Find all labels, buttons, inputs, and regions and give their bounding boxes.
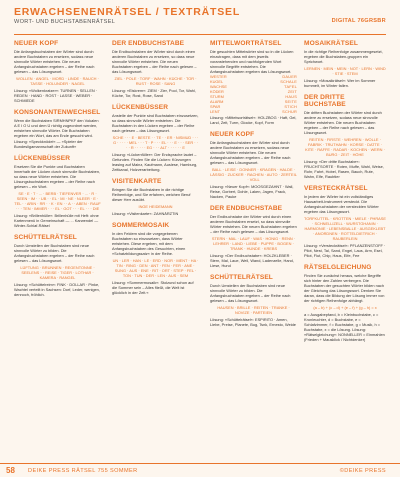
puzzle-section [112, 40, 199, 98]
grid-word-right: HAUS [285, 94, 297, 99]
puzzle-section [14, 109, 101, 149]
grid-word-right: TAFEL [284, 84, 297, 89]
puzzle-title: RÄTSELGLEICHUNG [304, 264, 372, 271]
grid-word-right: DAUER [282, 74, 297, 79]
puzzle-solution: Lösung: »Lückenfüller«: Der Endsprache lautet – Gefunden. Finden Sie die Lücken: Kürzungen leasing auf Mainz, Kaufmann, Auslese, Hamburg, Zeitkanal, Holzverarbeitung. [112, 152, 198, 172]
word-grid-row [210, 109, 297, 114]
puzzle-words: LERNEN · MEIN · MEIN · NOT · LERN · WIND · STIE · STEM [304, 66, 386, 76]
grid-word-right: ZEIT [287, 89, 297, 94]
puzzle-section [210, 40, 297, 125]
puzzle-solution: Lösung: »Mosaikrätsel«: Wer im Sommer bummelt, im Winter fallen. [304, 78, 376, 88]
puzzle-instructions: Wenn die Buchstaben SIRMHNPKF den Vokalen A E I O U und dem Ü richtig zugeordnet werden, entstehen sinnvolle Wörter. Die Buchstaben ergeben ein Wort, das am Ende gesucht wird. [14, 118, 99, 138]
puzzle-title: NEUER KOPF [210, 131, 255, 138]
puzzle-title: SOMMERMOSAIK [112, 222, 170, 229]
puzzle-title: LÜCKENBÜSSER [14, 155, 71, 162]
puzzle-section [14, 155, 101, 228]
puzzle-title: KONSONANTENWECHSEL [14, 109, 101, 116]
puzzle-section [304, 94, 386, 179]
puzzle-title: DER ENDBUCHSTABE [112, 40, 185, 47]
puzzle-instructions: Die Anfangsbuchstaben der Wörter sind durch andere Buchstaben zu ersetzen, sodass neue sinnvolle Wörter entstehen. Die neuen Anfangsbuchstaben ergeben – der Reihe nach gelesen – das Lösungswort. [210, 140, 291, 165]
grid-word-left: LENT [210, 109, 220, 114]
puzzle-instructions: Die gesuchten Mittelwörter sind so in die Lücken einzutragen, dass mit dem jeweils voranstehenden und nachfolgenden Wort sinnvolle Begriffe entstehen. Die Anfangsbuchstaben ergeben das Lösungswort. [210, 49, 294, 74]
magazine-name: DEIKE PRESS RÄTSEL 755 SOMMER [28, 468, 138, 474]
puzzle-section [304, 40, 386, 88]
puzzle-words: UN · LER · HAN · LE · ERD · NOR · MENT · HA · TIN · RING · DEN · ANT · FEN · FER · ANE · SUNG · AUS · ENE · RIT · ORT · STEP · FEL · TON · TUN · DER · LEN · AUS · SEM [112, 258, 199, 278]
puzzle-instructions: Anstelle der Punkte sind Buchstaben einzusetzen, so dass sinnvolle Wörter entstehen. Die Buchstaben in den Lücken ergeben – der Reihe nach gelesen – das Lösungswort. [112, 113, 199, 133]
puzzle-solution: Lösung: »Wolkenkratzer«: TURNEN · SELLEN · REDEN · HAND · ROST · LASSE · WEBER · SCHMIEDE [14, 88, 98, 103]
puzzle-title: DER ENDBUCHSTABE [210, 205, 283, 212]
grid-word-left: KUGEL [210, 79, 224, 84]
puzzle-instructions: Durch Umstellen der Buchstaben sind neue sinnvolle Wörter zu bilden. Die Anfangsbuchstaben ergeben – der Reihe nach gelesen – das Lösungswort. [14, 243, 95, 263]
page-header [14, 6, 386, 34]
puzzle-section [14, 40, 101, 103]
page-footer [0, 463, 400, 477]
puzzle-section [112, 222, 199, 295]
grid-word-left: KÖDER [210, 89, 224, 94]
column-1 [14, 40, 101, 303]
puzzle-solution: Lösung: »Schüttelrätsel«: ESPIRITO · Amen, Liebe, Preise, Planete, Bug, Tsnk, Ernesto, Weide [210, 317, 296, 327]
puzzle-words: ZIEL · POLE · TORF · WAHN · KÜCHE · TOR · RUST · ROSE · SANG [114, 76, 197, 86]
grid-word-left: WACHSE [210, 84, 227, 89]
puzzle-instructions: Die Endbuchstaben der Wörter sind durch einen anderen Buchstaben zu ersetzen, so dass neue sinnvolle Wörter entstehen. Die neuen Buchstaben ergeben – der Reihe nach gelesen – das Lösungswort. [112, 49, 197, 74]
header-divider [14, 34, 386, 35]
puzzle-title: MITTELWORTRÄTSEL [210, 40, 282, 47]
grid-word-left: WESTER [210, 74, 227, 79]
puzzle-instructions: Ersetzen Sie die Punkte und Buchstaben innerhalb der Lücken durch sinnvolle Buchstaben, so dass neue Wörter entstehen. Die Lösungsbuchstaben ergeben – der Reihe nach gelesen – ein Wort. [14, 164, 101, 189]
puzzle-section [304, 264, 386, 342]
puzzle-instructions: In die richtige Reihenfolge zusammengesetzt, ergeben die Buchstaben-gruppen ein Sprichwort. [304, 49, 383, 64]
puzzle-words: STERN · MAL · LAUF · WAS · HONIG · RENN · LEHRER · LAND · LIEBE · PUPPE · BOGEN · TRANK · HUNDE · KREBS [211, 236, 296, 251]
puzzle-words: REITEN · FIRSTE · WEHREN · WOLLE · FABRIK · TRUTHAHN · KORSE · DATTE · KITE · RAFFE · RADAR · KOCHEN · WERN · BURG · ZEIT · HÖHE [305, 137, 385, 157]
puzzle-solution: Lösung: »Der Endbuchstabe«: HOLZKLEBER · Stern, Mal, Laue, Weil, Wand, Ladenzelle, Hand, Liese, Hund [210, 253, 294, 268]
puzzle-solution: a = Ausgabepfand, b = Kleinbuchstabe, c = Kronleuchter, d = Buchstabe, e = Schlafzimmer, f = Buchstabe, g = Musik, h = Buchstabe, x = die Lösung. Lösung: »Rätselgleichung«: NONNELLER = Einmahlen (Frieden + Mausklick / Nichtdenker) [304, 312, 385, 342]
grid-word-left: ALARM [210, 99, 224, 104]
page-number: 58 [6, 466, 15, 475]
puzzle-words: SCHE · · · E · BESTE · · TE · · ER · NISMUD · · · G · · · · · MEL · · · T · P · · · EL · · · E · · · SER · · · · R · · · · · EG · · · ALT · · · · · · E [112, 135, 199, 150]
puzzle-title: VERSTECKRÄTSEL [304, 185, 368, 192]
puzzle-words: SE · E · T · ... · BERB · TIEFENVER · ... · R · SEEN · IM · · UB · · EL · MI · NE · NLEER · E · TEL · · ARIN · RR · · K · EN · · A · · ABEN · RAUF · · · TEN · IMMER · · · EL · GOT · · · EL · · · DIE [14, 191, 101, 211]
puzzle-instructions: Bringen Sie die Buchstaben in die richtige Reihenfolge, und Sie erfahren, welchen Beruf dieser Herr ausübt. [112, 187, 191, 202]
puzzle-section [210, 205, 297, 268]
column-3 [210, 40, 297, 333]
puzzle-words: HAUSEN · BRILLE · REITEN · TRANKE · NOVIZE · PARTEIEN [217, 305, 290, 315]
puzzle-title: VISITENKARTE [112, 178, 162, 185]
puzzle-solution: Lösung: »Speckknödel« — »Spieler der Bundesligamannschaft der Zukunft« [14, 139, 83, 149]
puzzle-title: DER DRITTE BUCHSTABE [304, 94, 346, 108]
puzzle-instructions: Die Anfangsbuchstaben der Wörter sind durch andere Buchstaben zu ersetzen, sodass neue sinnvolle Wörter entstehen. Die neuen Anfangsbuchstaben ergeben – der Reihe nach gelesen – das Lösungswort. [14, 49, 95, 74]
puzzle-instructions: In den Feldern sind die vorgegebenen Buchstaben so einzusetzen, dass Wörter entstehen. Diese ergeben, mit dem Anfangsbuchstaben des Gesuchten, einen »Schatzbildungssatz« in der Reihe. [112, 231, 186, 256]
puzzle-words: LÜFTUNG · BRUNNEN · REGENTONNE · SEELENS · · REISE · TIGER · LOTHAR · KAMERA · RANGEL [20, 265, 95, 280]
puzzle-instructions: Der Endbuchstabe der Wörter wird durch einen anderen Buchstaben ersetzt, so dass sinnvolle Wörter entstehen. Die neuen Buchstaben ergeben – der Reihe nach gelesen – das Lösungswort. [210, 214, 297, 234]
puzzle-solution: Lösung: »Eiskrem«: ZIEM · Zier, Pool, Tor, Wahl, Küche, Tor, Rost, Rose, Sand [112, 88, 196, 98]
header-title: ERWACHSENENRÄTSEL / TEXTRÄTSEL [14, 6, 241, 18]
puzzle-section [210, 131, 297, 199]
puzzle-title: NEUER KOPF [14, 40, 59, 47]
puzzle-solution: Lösung: »Mittelworträtsel«: HOLZBOG · Haft, Gel, Land, Zeit, Turm, Glocke, Kopf, Form [210, 115, 297, 125]
puzzle-instructions: In jedem der Wörter ist ein vollständiges Hausarbeit-Instrument versteckt. Die Anfangsbuchstaben der versteckten Wörter ergeben das Lösungswort. [304, 194, 379, 214]
grid-word-right: STICH [284, 104, 297, 109]
puzzle-section [112, 104, 199, 172]
grid-word-right: SCHALE [280, 79, 297, 84]
grid-word-right: SEITE [284, 99, 297, 104]
puzzle-section [304, 185, 386, 258]
puzzle-section [112, 178, 199, 216]
puzzle-title: MOSAIKRÄTSEL [304, 40, 358, 47]
copyright: ©DEIKE PRESS [339, 468, 386, 474]
puzzle-solution: Lösung: »Versteckrätsel«: PFLANZENSTOFF · Pilot, Nest, Tal, Sand, Engel, Laus, Arm, Esel, Pilot, Flut, Chip, Haus, Elfe, Fee [304, 243, 386, 258]
puzzle-words: WOLLEN · ANGEL · MORD · LINDE · RAUCH · TASSE · HOLUNDER · NAGEL [16, 76, 99, 86]
puzzle-solution: Lösung: »Schüttelreim«: FINK · DOLLAR · Pinke, Wachtel verteilt in Sachsen: Dorf, Leder, wenigen, dennoch, fröhlich. [14, 282, 100, 297]
header-subtitle: WORT- UND BUCHSTABENRÄTSEL [14, 19, 116, 25]
column-4 [304, 40, 386, 348]
header-category: DIGITAL 76GRSBR [331, 18, 386, 24]
puzzle-solution: Lösung: »Sommermosaik«: Stolzund schon auf die Sommer sein – Alles fließt, die Welt ist glücklich in der Zeit.« [112, 280, 194, 295]
puzzle-solution: Lösung: »Brillenhülle«: Brillenhülle mit Heft: ohne Kartenmenü in Gemeinschaft — ... Karwendel — Winter-Schlaf-Rätsel [14, 213, 99, 228]
puzzle-section [14, 234, 101, 297]
puzzle-instructions: Die dritten Buchstaben der Wörter sind durch andere zu ersetzen, sodass neue sinnvolle Wörter entstehen. Die neuen Buchstaben ergeben – der Reihe nach gelesen – das Lösungswort. [304, 110, 382, 135]
puzzle-words: (a – b) + (c – d) + (e – f) + (g – h) = x [313, 305, 377, 310]
puzzle-solution: Lösung: »Neuer Kopf«: MOOSGEZAHNT · Wall, Reise, Gorbert, Dohle, Laken, Jagen, Frack, Nacken, Pauke [210, 184, 294, 199]
puzzle-solution: Lösung: »Der dritte Buchstabe«: FRUCHTSORTE · Roten, Muffe, Wahl, Weise, Rohr, Fahrt, Hobel, Rasen, Bauch, Rute, Wahn, Elfe, Raubtier [304, 159, 384, 179]
puzzle-instructions: Durch Umstellen der Buchstaben sind neue sinnvolle Wörter zu bilden. Die Anfangsbuchstaben ergeben – der Reihe nach gelesen – das Lösungswort. [210, 283, 291, 303]
puzzle-solution: Lösung: »Visitenkarte«: ZAHNÄRZTIN [112, 211, 179, 216]
puzzle-title: LÜCKENBÜSSER [112, 104, 169, 111]
puzzle-section [210, 274, 297, 327]
puzzle-words: BALL · LEISE · DONNER · KRAGEN · HALDE · LÄSSIG · ZUCKER · RACHEN · AUTO · ZERTEIL · VOLL [210, 167, 297, 182]
puzzle-words: TORFKUTTEL · KROTTEN · MIELE · PHRASE · SCHNELLIZELL · WURSTGHANIN · HARMONIE · LEBENSBALLE · AUSGEKLEBT · ANORDNEN · ROTTELDIETRICH · RAUBERLEIN [304, 216, 386, 241]
grid-word-right: SCHUR [282, 109, 297, 114]
grid-word-left: SPAR [210, 104, 221, 109]
puzzle-title: SCHÜTTELRÄTSEL [14, 234, 77, 241]
puzzle-title: SCHÜTTELRÄTSEL [210, 274, 273, 281]
grid-word-left: STURM [210, 94, 224, 99]
puzzle-words: INGE HEIDEMANN [138, 204, 173, 209]
column-2 [112, 40, 199, 301]
puzzle-instructions: Finden Sie zunächst heraus, welche Begriffe sich hinter den Zahlen verbergen. Die Buchstaben der gesuchten Wörter bilden nach der Gleichung das Lösungswort. Denken Sie daran, dass die Bildung der Lösung immer von der richtigen Reihenfolge abhängt. [304, 273, 385, 303]
